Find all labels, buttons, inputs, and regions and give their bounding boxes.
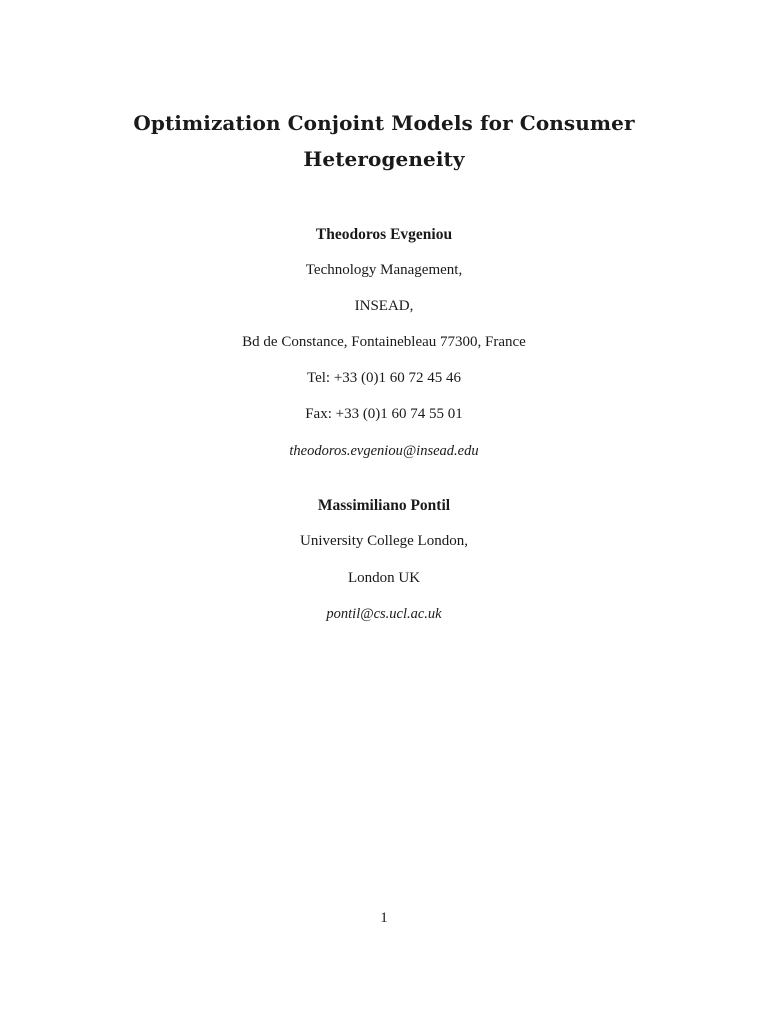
paper-title-line-2: Heterogeneity	[303, 147, 465, 171]
author-2-affiliation-line: University College London,	[300, 533, 468, 549]
author-name-1: Theodoros Evgeniou	[315, 226, 453, 243]
author-name-2: Massimiliano Pontil	[317, 497, 451, 514]
author-1-email: theodoros.evgeniou@insead.edu	[289, 443, 479, 459]
author-1-telephone: Tel: +33 (0)1 60 72 45 46	[306, 370, 462, 386]
paper-title-line-1: Optimization Conjoint Models for Consumer	[133, 111, 635, 135]
author-1-fax: Fax: +33 (0)1 60 74 55 01	[305, 406, 463, 422]
page-number: 1	[380, 910, 388, 926]
author-2-affiliation-line: London UK	[347, 570, 421, 586]
author-1-affiliation-line: Technology Management,	[305, 262, 463, 278]
author-1-address: Bd de Constance, Fontainebleau 77300, France	[242, 334, 526, 350]
author-1-affiliation-line: INSEAD,	[354, 298, 414, 314]
author-2-email: pontil@cs.ucl.ac.uk	[326, 606, 442, 622]
